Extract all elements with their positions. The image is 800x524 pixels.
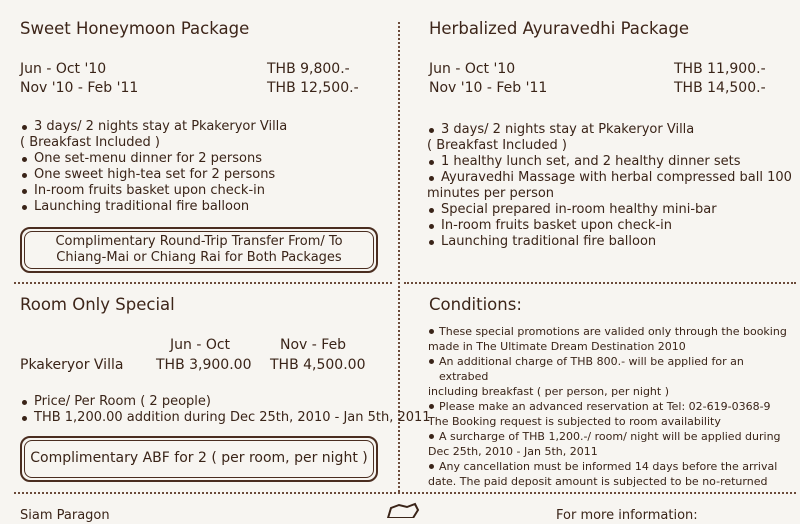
list-item: ( Breakfast Included ) <box>20 135 160 150</box>
abf-box <box>20 436 378 482</box>
horizontal-divider-left <box>14 282 392 284</box>
list-item: minutes per person <box>427 186 555 201</box>
room-only-villa: Pkakeryor Villa <box>20 357 124 373</box>
list-item: Any cancellation must be informed 14 days before the arrival <box>428 459 788 474</box>
list-item: One set-menu dinner for 2 persons <box>20 151 287 167</box>
list-item: made in The Ultimate Dream Destination 2010 <box>428 340 686 353</box>
honeymoon-list <box>20 119 287 215</box>
list-item: 1 healthy lunch set, and 2 healthy dinner sets <box>427 154 792 170</box>
honeymoon-period-2: Nov '10 - Feb '11 <box>20 80 139 96</box>
abf-box-text: Complimentary ABF for 2 ( per room, per night ) <box>30 450 368 466</box>
room-only-col1: Jun - Oct <box>170 337 231 353</box>
transfer-box <box>20 227 378 273</box>
list-item: THB 1,200.00 addition during Dec 25th, 2010 - Jan 5th, 2011 <box>20 410 431 426</box>
list-item: In-room fruits basket upon check-in <box>427 218 792 234</box>
ayurvedhi-price-1: THB 11,900.- <box>674 61 766 77</box>
room-only-col2: Nov - Feb <box>280 337 347 353</box>
room-only-title: Room Only Special <box>20 295 175 314</box>
honeymoon-period-1: Jun - Oct '10 <box>20 61 107 77</box>
transfer-box-line1: Complimentary Round-Trip Transfer From/ To <box>55 234 343 249</box>
list-item: Launching traditional fire balloon <box>427 234 792 250</box>
list-item: In-room fruits basket upon check-in <box>20 183 287 199</box>
honeymoon-price-1: THB 9,800.- <box>267 61 350 77</box>
ayurvedhi-period-1: Jun - Oct '10 <box>429 61 516 77</box>
conditions-list <box>428 324 788 489</box>
list-item: Please make an advanced reservation at Tel: 02-619-0368-9 <box>428 399 788 414</box>
ayurvedhi-list <box>427 122 792 250</box>
logo-icon <box>385 502 421 518</box>
list-item: One sweet high-tea set for 2 persons <box>20 167 287 183</box>
room-only-list <box>20 394 431 426</box>
honeymoon-price-2: THB 12,500.- <box>267 80 359 96</box>
footer-left-text: Siam Paragon <box>20 508 110 523</box>
list-item: Ayuravedhi Massage with herbal compressed ball 100 <box>427 170 792 186</box>
list-item: A surcharge of THB 1,200.-/ room/ night will be applied during <box>428 429 788 444</box>
footer-divider <box>14 492 796 494</box>
honeymoon-prices <box>20 60 360 98</box>
conditions-title: Conditions: <box>429 295 522 314</box>
room-only-price1: THB 3,900.00 <box>156 357 252 373</box>
list-item: ( Breakfast Included ) <box>427 138 567 153</box>
list-item: 3 days/ 2 nights stay at Pkakeryor Villa <box>20 119 287 135</box>
list-item: Dec 25th, 2010 - Jan 5th, 2011 <box>428 445 598 458</box>
ayurvedhi-period-2: Nov '10 - Feb '11 <box>429 80 548 96</box>
room-only-price2: THB 4,500.00 <box>270 357 366 373</box>
honeymoon-title: Sweet Honeymoon Package <box>20 19 250 38</box>
list-item: These special promotions are valided only through the booking <box>428 324 788 339</box>
list-item: Launching traditional fire balloon <box>20 199 287 215</box>
horizontal-divider-right <box>404 282 796 284</box>
list-item: including breakfast ( per person, per night ) <box>428 385 669 398</box>
list-item: The Booking request is subjected to room availability <box>428 415 721 428</box>
ayurvedhi-prices <box>429 60 769 98</box>
list-item: 3 days/ 2 nights stay at Pkakeryor Villa <box>427 122 792 138</box>
list-item: Special prepared in-room healthy mini-bar <box>427 202 792 218</box>
transfer-box-line2: Chiang-Mai or Chiang Rai for Both Packages <box>56 250 342 265</box>
list-item: Price/ Per Room ( 2 people) <box>20 394 431 410</box>
footer-right-text: For more information: <box>556 508 698 523</box>
ayurvedhi-price-2: THB 14,500.- <box>674 80 766 96</box>
ayurvedhi-title: Herbalized Ayuravedhi Package <box>429 19 689 38</box>
list-item: An additional charge of THB 800.- will be applied for an extrabed <box>428 354 788 384</box>
list-item: date. The paid deposit amount is subjected to be no-returned <box>428 475 768 488</box>
